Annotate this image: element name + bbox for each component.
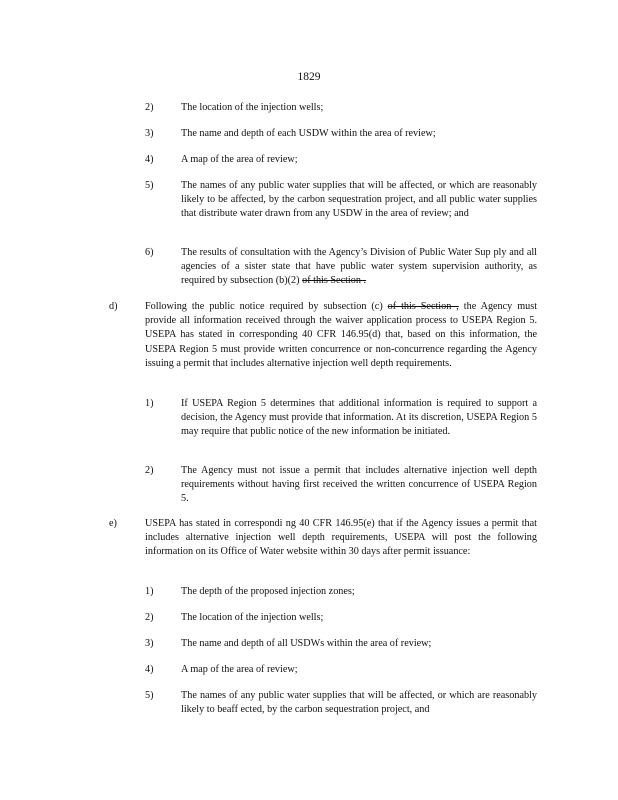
item-label: 5) bbox=[145, 180, 154, 191]
struck-text: of this Section . bbox=[302, 275, 367, 287]
item-label: 2) bbox=[145, 102, 154, 113]
item-text: A map of the area of review; bbox=[181, 154, 298, 165]
paragraph-text: USEPA has stated in correspondi ng 40 CFR 146.95(e) that if the Agency issues a permit that includes alternative injection well depth requirements, USEPA will post the following information on its Office of Water website within 30 days after permit issuance: bbox=[145, 518, 537, 558]
paragraph-label: d) bbox=[109, 301, 118, 312]
struck-text: of this Section , bbox=[387, 301, 459, 312]
item-text: If USEPA Region 5 determines that additional information is required to support a decision, the Agency must provide that information. At its discretion, USEPA Region 5 may require that public notice of the new information be initiated. bbox=[181, 398, 537, 438]
item-text: The location of the injection wells; bbox=[181, 102, 324, 113]
item-text: The Agency must not issue a permit that includes alternative injection well depth requirements without having first received the written concurrence of USEPA Region 5. bbox=[181, 465, 537, 505]
item-text: The depth of the proposed injection zones; bbox=[181, 586, 355, 597]
item-label: 3) bbox=[145, 638, 154, 649]
page-number: 1829 bbox=[297, 71, 321, 83]
item-label: 5) bbox=[145, 690, 154, 701]
item-text: The names of any public water supplies that will be affected, or which are reasonably likely to be affected, by the carbon sequestration project, and all public water supplies that distribute water drawn from any USDW in the area of review; and bbox=[181, 180, 537, 220]
item-label: 2) bbox=[145, 465, 154, 476]
item-label: 1) bbox=[145, 586, 154, 597]
item-text: The location of the injection wells; bbox=[181, 612, 324, 623]
item-label: 4) bbox=[145, 154, 154, 165]
item-label: 1) bbox=[145, 398, 154, 409]
item-text: The name and depth of each USDW within the area of review; bbox=[181, 128, 436, 139]
item-text: A map of the area of review; bbox=[181, 664, 298, 675]
item-label: 2) bbox=[145, 612, 154, 623]
item-text: The names of any public water supplies that will be affected, or which are reasonably likely to beaff ected, by the carbon sequestration project, and bbox=[181, 690, 537, 716]
item-label: 6) bbox=[145, 247, 154, 258]
item-label: 4) bbox=[145, 664, 154, 675]
paragraph-text: Following the public notice required by subsection (c) of this Section , the Agency must provide all information received through the waiver application process to USEPA Region 5. USEPA has stated in corresponding 40 CFR 146.95(d) that, based on this information, the USEPA Region 5 must provide written concurrence or non-concurrence regarding the Agency issuing a permit that includes alternative injection well depth requirements. bbox=[145, 301, 538, 369]
item-text: The results of consultation with the Agency’s Division of Public Water Sup ply and all agencies of a sister state that have public water system supervision authority, as required by subsection (b)(2) of this Section . bbox=[181, 247, 537, 287]
item-label: 3) bbox=[145, 128, 154, 139]
paragraph-label: e) bbox=[109, 518, 117, 529]
item-text: The name and depth of all USDWs within the area of review; bbox=[181, 638, 432, 649]
